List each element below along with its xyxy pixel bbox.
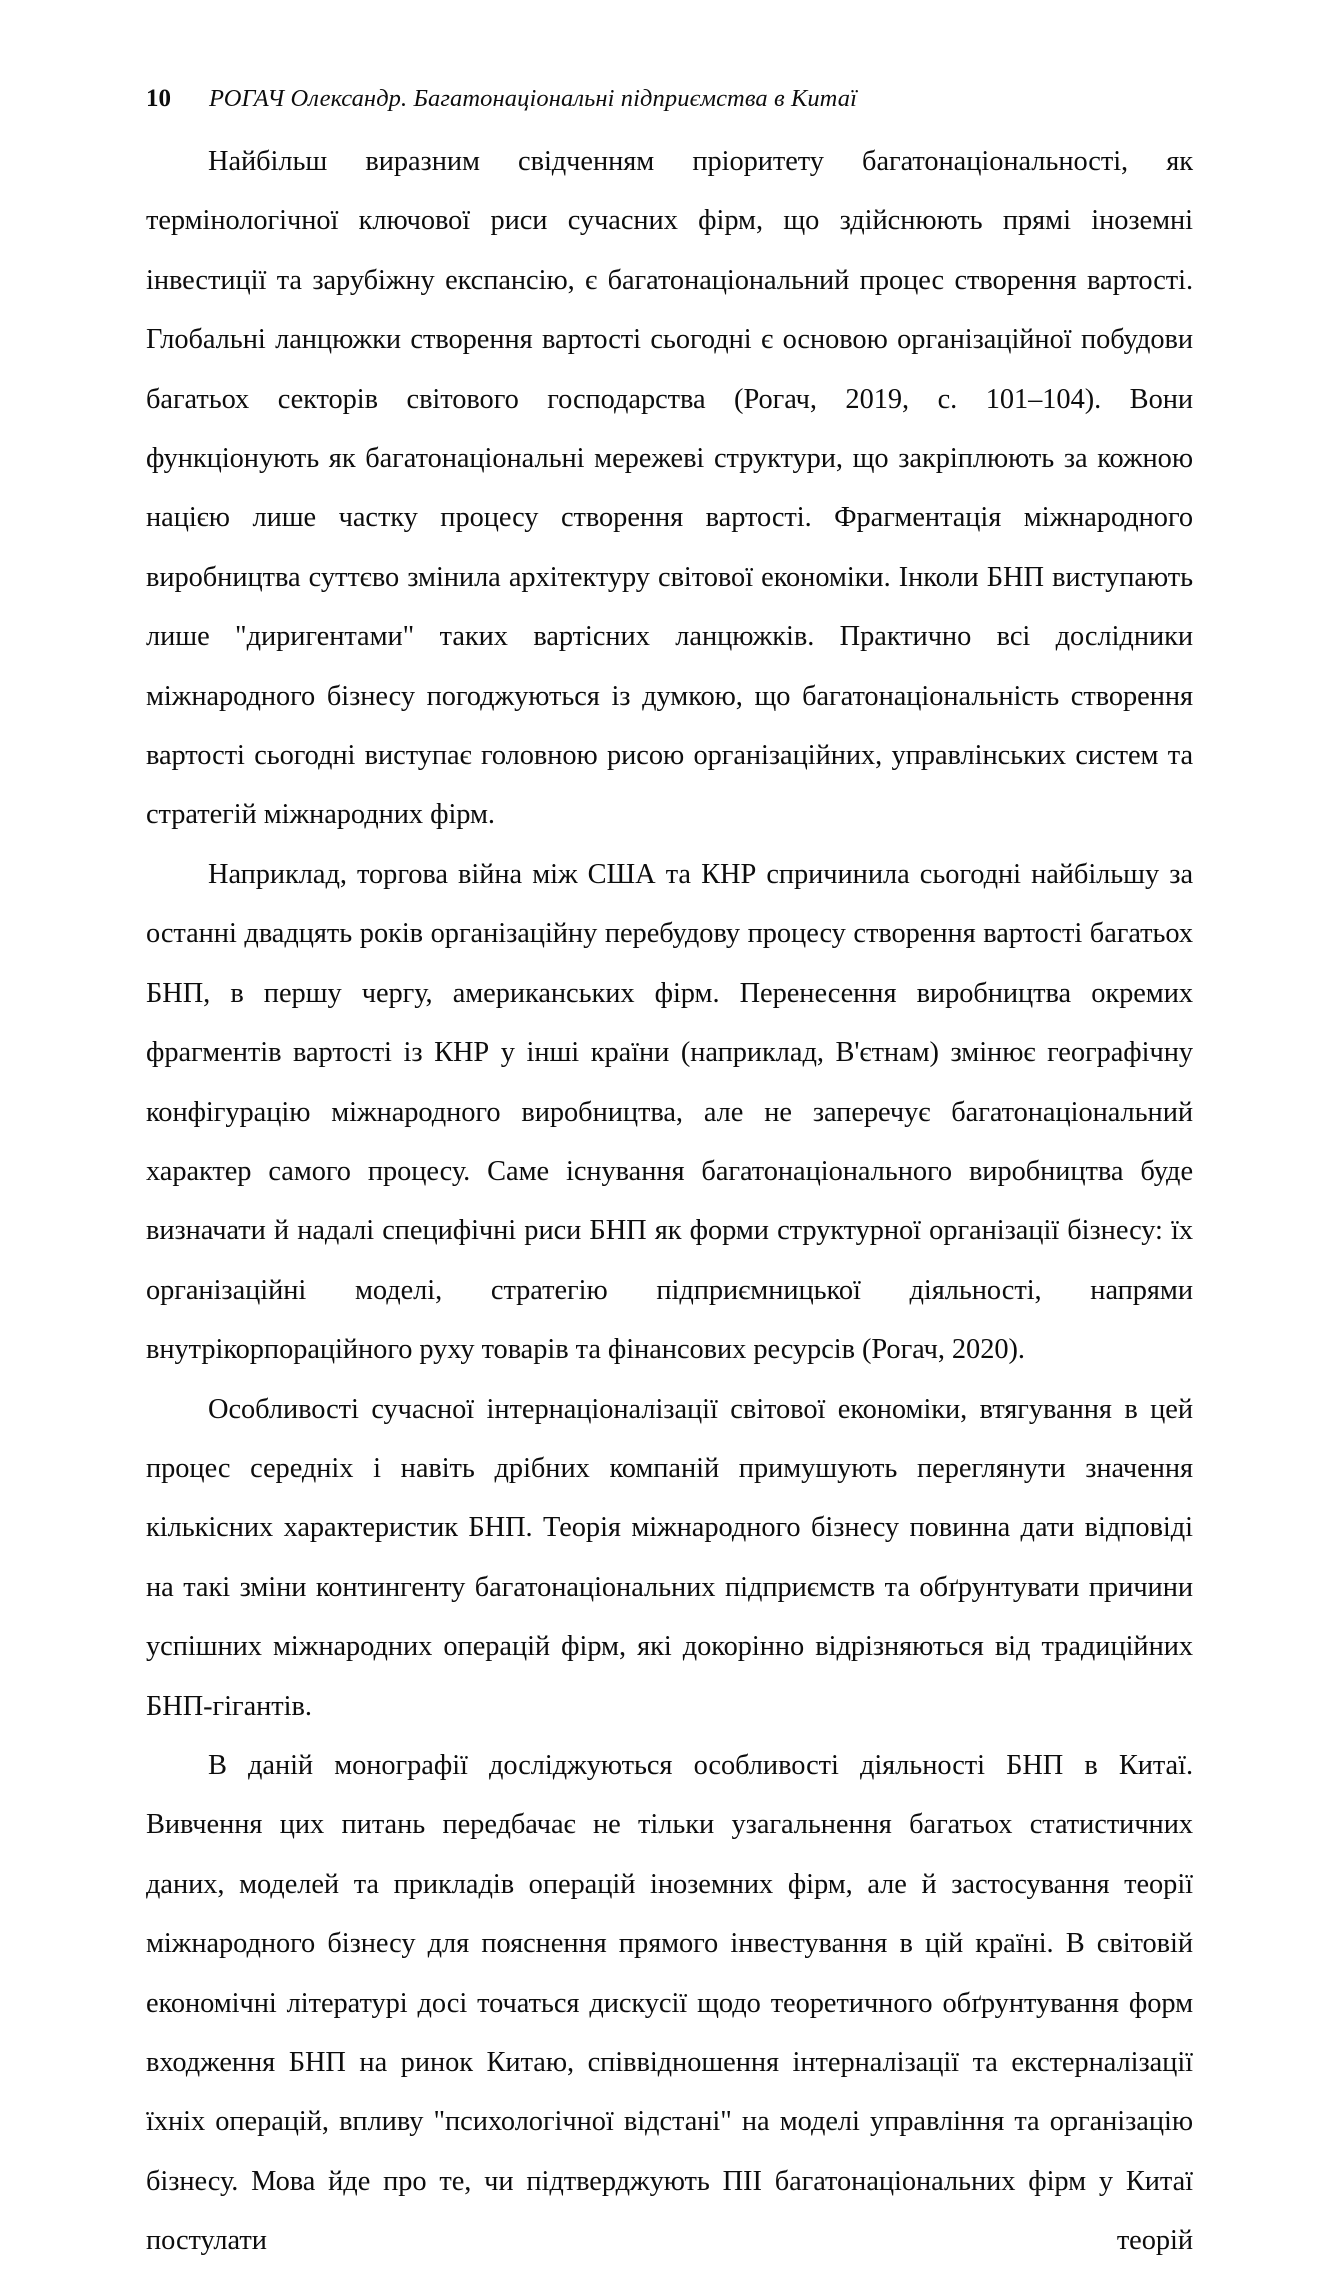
paragraph-3: Особливості сучасної інтернаціоналізації світової економіки, втягування в цей процес середніх і навіть дрібних компаній примушують переглянути значення кількісних характеристик БНП. Теорія міжнародного бізнесу повинна дати відповіді на такі зміни контингенту багатонаціональних підприємств та обґрунтувати причини успішних міжнародних операцій фірм, які докорінно відрізняються від традиційних БНП-гігантів. [146,1393,1193,1722]
page-number: 10 [146,85,171,112]
running-head-title: РОГАЧ Олександр. Багатонаціональні підприємства в Китаї [209,85,858,112]
running-head [146,86,1192,120]
body-text [146,132,1193,2271]
paragraph-4: В даній монографії досліджуються особливості діяльності БНП в Китаї. Вивчення цих питань передбачає не тільки узагальнення багатьох статистичних даних, моделей та прикладів операцій іноземних фірм, але й застосування теорії міжнародного бізнесу для пояснення прямого інвестування в цій країні. В світовій економічні літературі досі точаться дискусії щодо теоретичного обґрунтування форм входження БНП на ринок Китаю, співвідношення інтерналізації та екстерналізації їхніх операцій, впливу "психологічної відстані" на моделі управління та організацію бізнесу. Мова йде про те, чи підтверджують ПІІ багатонаціональних фірм у Китаї постулати теорій [146,1749,1193,2257]
paragraph-2: Наприклад, торгова війна між США та КНР спричинила сьогодні найбільшу за останні двадцять років організаційну перебудову процесу створення вартості багатьох БНП, в першу чергу, американських фірм. Перенесення виробництва окремих фрагментів вартості із КНР у інші країни (наприклад, В'єтнам) змінює географічну конфігурацію міжнародного виробництва, але не заперечує багатонаціональний характер самого процесу. Саме існування багатонаціонального виробництва буде визначати й надалі специфічні риси БНП як форми структурної організації бізнесу: їх організаційні моделі, стратегію підприємницької діяльності, напрями внутрікорпораційного руху товарів та фінансових ресурсів (Рогач, 2020). [146,858,1193,1366]
paragraph-1: Найбільш виразним свідченням пріоритету багатонаціональності, як термінологічної ключової риси сучасних фірм, що здійснюють прямі іноземні інвестиції та зарубіжну експансію, є багатонаціональний процес створення вартості. Глобальні ланцюжки створення вартості сьогодні є основою організаційної побудови багатьох секторів світового господарства (Рогач, 2019, с. 101–104). Вони функціонують як багатонаціональні мережеві структури, що закріплюють за кожною нацією лише частку процесу створення вартості. Фрагментація міжнародного виробництва суттєво змінила архітектуру світової економіки. Інколи БНП виступають лише "диригентами" таких вартісних ланцюжків. Практично всі дослідники міжнародного бізнесу погоджуються із думкою, що багатонаціональність створення вартості сьогодні виступає головною рисою організаційних, управлінських систем та стратегій міжнародних фірм. [146,146,1193,831]
